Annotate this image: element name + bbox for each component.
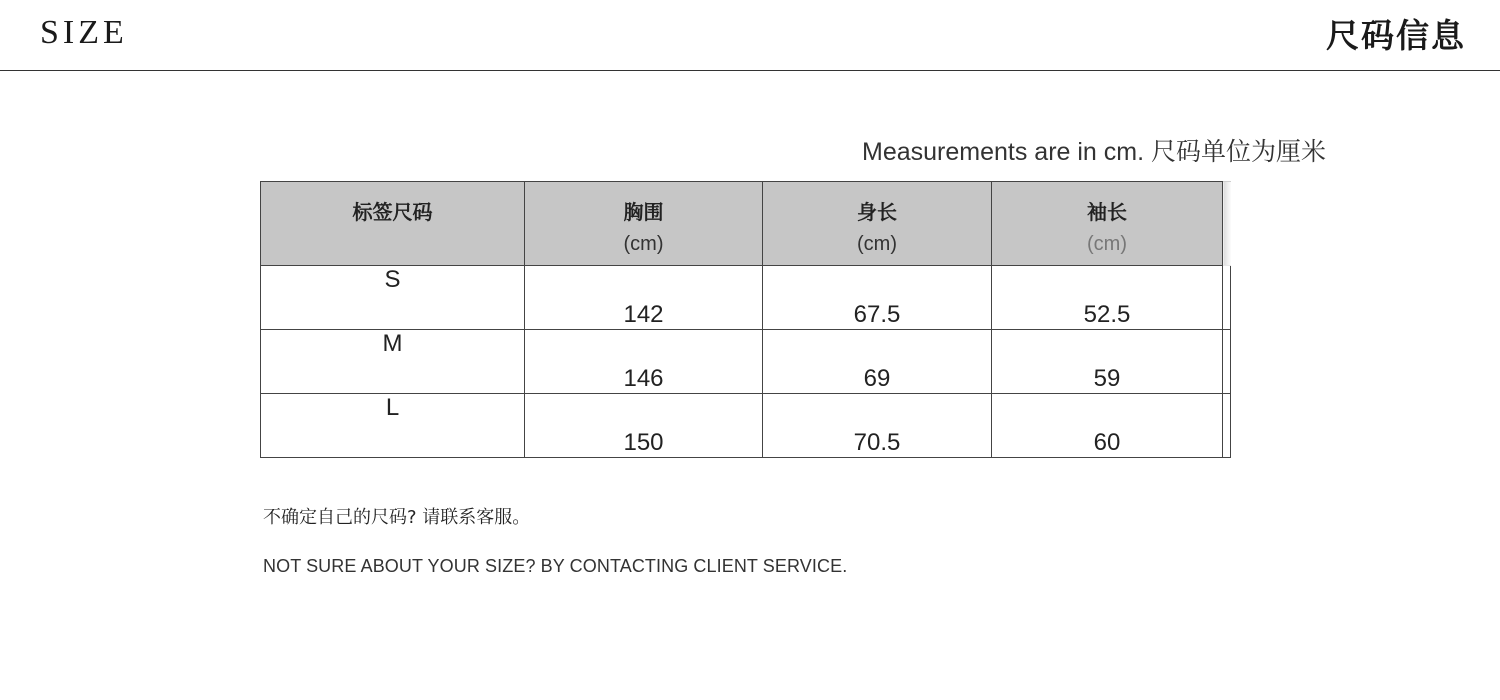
size-table [260, 181, 1231, 458]
sleeve-cell: 59 [992, 330, 1223, 394]
section-title: SIZE [40, 14, 128, 51]
column-header-length [763, 182, 992, 266]
column-unit: (cm) [623, 233, 664, 255]
column-header-sleeve [992, 182, 1223, 266]
table-edge [1223, 266, 1231, 330]
size-cell: M [261, 330, 525, 394]
page-header [0, 0, 1500, 71]
size-cell: L [261, 394, 525, 458]
column-label: 胸围 [623, 200, 664, 224]
table-header-row [261, 182, 1231, 266]
column-header-size [261, 182, 525, 266]
table-edge-fade [1223, 182, 1231, 266]
table-edge [1223, 330, 1231, 394]
column-label: 标签尺码 [352, 200, 433, 224]
table-row [261, 330, 1231, 394]
section-title-cn: 尺码信息 [1326, 16, 1466, 55]
table-row [261, 266, 1231, 330]
column-label: 袖长 [1087, 200, 1127, 224]
length-cell: 70.5 [763, 394, 992, 458]
help-text-en: NOT SURE ABOUT YOUR SIZE? BY CONTACTING CLIENT SERVICE. [263, 556, 848, 576]
table-edge [1223, 394, 1231, 458]
column-unit: (cm) [1087, 233, 1127, 255]
chest-cell: 146 [525, 330, 763, 394]
length-cell: 67.5 [763, 266, 992, 330]
column-unit: (cm) [857, 233, 897, 255]
sleeve-cell: 60 [992, 394, 1223, 458]
help-text-cn: 不确定自己的尺码? 请联系客服。 [263, 507, 531, 528]
column-header-chest [525, 182, 763, 266]
sleeve-cell: 52.5 [992, 266, 1223, 330]
size-cell: S [261, 266, 525, 330]
chest-cell: 150 [525, 394, 763, 458]
length-cell: 69 [763, 330, 992, 394]
chest-cell: 142 [525, 266, 763, 330]
unit-note: Measurements are in cm. 尺码单位为厘米 [862, 138, 1326, 166]
column-label: 身长 [857, 200, 897, 224]
table-row [261, 394, 1231, 458]
